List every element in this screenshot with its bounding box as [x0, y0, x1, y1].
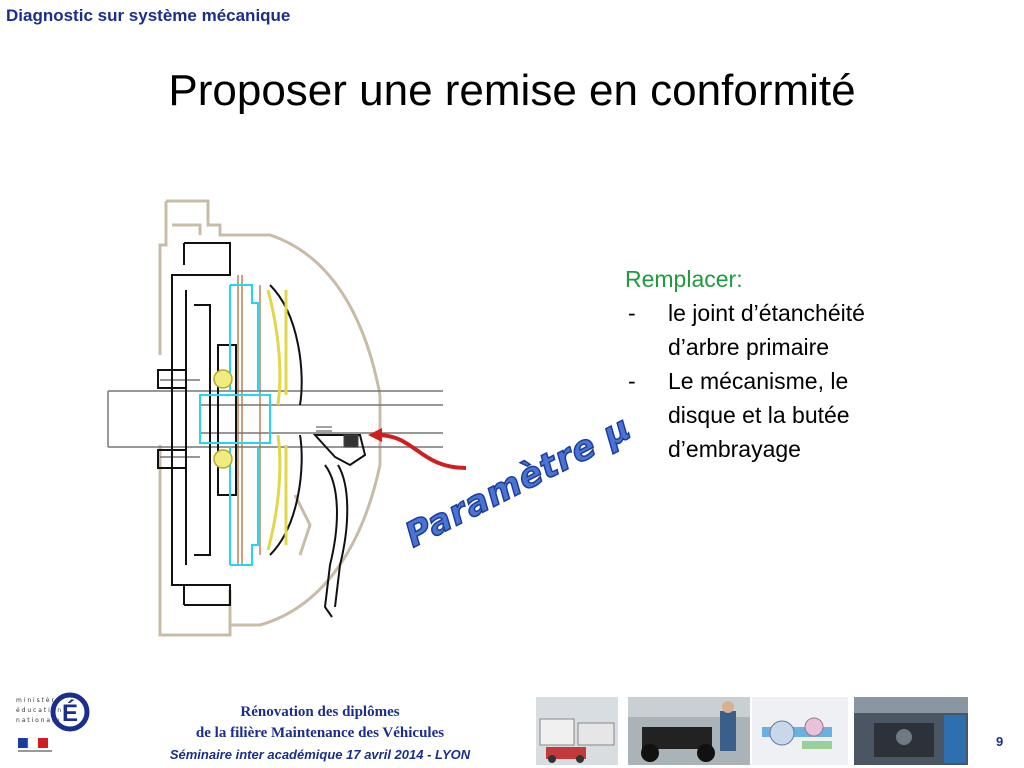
svg-text:É: É [62, 700, 79, 727]
replacement-list [625, 262, 945, 466]
slide-title: Proposer une remise en conformité [168, 66, 856, 115]
mechanism-render-photo [752, 697, 848, 765]
footer-text: Rénovation des diplômes de la filière Maintenance des Véhicules Séminaire inter académique 17 avril 2014 - LYON [169, 704, 471, 762]
vehicles-photo [536, 697, 618, 765]
svg-text:n a t i o n a l e: n a t i o n a l e [16, 717, 60, 724]
ministry-logo [14, 680, 94, 760]
svg-text:m i n i s t è r e: m i n i s t è r e [16, 697, 60, 704]
red-arrow-icon [360, 420, 480, 490]
parameter-mu-label: Paramètre µ [398, 407, 638, 556]
svg-text:é d u c a t i o n: é d u c a t i o n [16, 707, 62, 714]
list-item: - le joint d’étanchéité d’arbre primaire [628, 300, 865, 360]
page-number: 9 [996, 734, 1004, 749]
course-title: Diagnostic sur système mécanique [6, 6, 291, 25]
engine-bay-photo [854, 697, 968, 765]
replace-heading: Remplacer: [625, 266, 743, 292]
motorcycle-workshop-photo [628, 697, 750, 765]
list-item: - Le mécanisme, le disque et la butée d’embrayage [628, 368, 850, 462]
